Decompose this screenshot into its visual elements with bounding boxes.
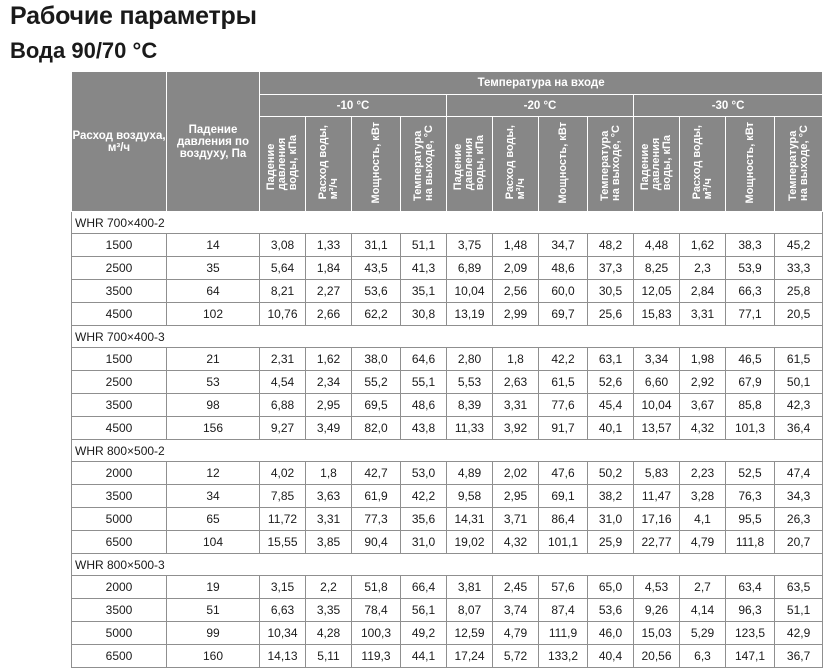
table-cell: 2,7: [680, 576, 726, 599]
table-cell: 15,55: [260, 531, 306, 554]
table-cell: 100,3: [352, 622, 401, 645]
header-power: Мощность, кВт: [726, 117, 775, 212]
header-water-pressure-drop: Падение давления воды, кПа: [634, 117, 680, 212]
table-cell: 14,13: [260, 645, 306, 668]
table-cell: 61,9: [352, 485, 401, 508]
table-cell: 86,4: [539, 508, 588, 531]
table-cell: 5000: [72, 622, 167, 645]
table-cell: 21: [167, 348, 260, 371]
table-cell: 77,3: [352, 508, 401, 531]
table-cell: 4,54: [260, 371, 306, 394]
table-cell: 69,1: [539, 485, 588, 508]
table-cell: 10,04: [634, 394, 680, 417]
table-cell: 5,83: [634, 462, 680, 485]
table-cell: 2,23: [680, 462, 726, 485]
table-cell: 48,6: [539, 257, 588, 280]
table-cell: 65: [167, 508, 260, 531]
table-cell: 91,7: [539, 417, 588, 440]
table-cell: 4,79: [493, 622, 539, 645]
header-water-pressure-drop: Падение давления воды, кПа: [447, 117, 493, 212]
table-cell: 9,27: [260, 417, 306, 440]
table-cell: 56,1: [401, 599, 447, 622]
header-power: Мощность, кВт: [539, 117, 588, 212]
table-cell: 15,03: [634, 622, 680, 645]
header-water-flow: Расход воды, м³/ч: [493, 117, 539, 212]
table-cell: 51,8: [352, 576, 401, 599]
table-cell: 9,26: [634, 599, 680, 622]
table-row: [72, 508, 823, 531]
table-cell: 4500: [72, 303, 167, 326]
model-row: [72, 212, 823, 234]
table-cell: 36,7: [775, 645, 823, 668]
table-cell: 25,6: [588, 303, 634, 326]
table-cell: 10,34: [260, 622, 306, 645]
model-row: [72, 554, 823, 576]
table-cell: 5,29: [680, 622, 726, 645]
table-cell: 8,07: [447, 599, 493, 622]
table-body: [72, 212, 823, 668]
table-cell: 2,99: [493, 303, 539, 326]
table-cell: 133,2: [539, 645, 588, 668]
table-cell: 3,71: [493, 508, 539, 531]
table-cell: 62,2: [352, 303, 401, 326]
table-cell: 123,5: [726, 622, 775, 645]
table-cell: 65,0: [588, 576, 634, 599]
table-cell: 87,4: [539, 599, 588, 622]
table-cell: 3,63: [306, 485, 352, 508]
table-cell: 45,4: [588, 394, 634, 417]
table-cell: 82,0: [352, 417, 401, 440]
table-cell: 7,85: [260, 485, 306, 508]
table-cell: 4,53: [634, 576, 680, 599]
header-inlet-temperature: Температура на входе: [260, 72, 823, 95]
table-cell: 95,5: [726, 508, 775, 531]
table-cell: 3500: [72, 394, 167, 417]
table-cell: 4,32: [493, 531, 539, 554]
header-group-minus20: -20 °C: [447, 95, 634, 117]
table-cell: 46,5: [726, 348, 775, 371]
table-cell: 12,05: [634, 280, 680, 303]
table-cell: 40,4: [588, 645, 634, 668]
header-water-flow: Расход воды, м³/ч: [306, 117, 352, 212]
table-cell: 31,0: [401, 531, 447, 554]
table-cell: 6,3: [680, 645, 726, 668]
table-cell: 3,08: [260, 234, 306, 257]
table-cell: 4,14: [680, 599, 726, 622]
model-name: WHR 800×500-2: [72, 440, 823, 462]
header-air-flow: Расход воздуха, м³/ч: [72, 72, 167, 212]
table-cell: 40,1: [588, 417, 634, 440]
table-cell: 2,27: [306, 280, 352, 303]
table-cell: 36,4: [775, 417, 823, 440]
table-cell: 96,3: [726, 599, 775, 622]
table-cell: 8,21: [260, 280, 306, 303]
table-row: [72, 257, 823, 280]
table-cell: 25,9: [588, 531, 634, 554]
table-cell: 34: [167, 485, 260, 508]
table-cell: 47,6: [539, 462, 588, 485]
table-cell: 4,89: [447, 462, 493, 485]
table-cell: 61,5: [775, 348, 823, 371]
table-cell: 9,58: [447, 485, 493, 508]
table-cell: 3,81: [447, 576, 493, 599]
table-row: [72, 462, 823, 485]
table-cell: 1,8: [493, 348, 539, 371]
table-cell: 147,1: [726, 645, 775, 668]
table-cell: 1,84: [306, 257, 352, 280]
table-cell: 3,92: [493, 417, 539, 440]
header-outlet-temperature: Температура на выходе, °C: [775, 117, 823, 212]
table-row: [72, 280, 823, 303]
table-cell: 3,15: [260, 576, 306, 599]
table-cell: 4,79: [680, 531, 726, 554]
table-cell: 55,1: [401, 371, 447, 394]
table-cell: 37,3: [588, 257, 634, 280]
table-cell: 3,28: [680, 485, 726, 508]
table-cell: 51: [167, 599, 260, 622]
table-cell: 35,6: [401, 508, 447, 531]
table-cell: 2,45: [493, 576, 539, 599]
table-row: [72, 599, 823, 622]
table-cell: 101,3: [726, 417, 775, 440]
table-cell: 31,0: [588, 508, 634, 531]
table-cell: 69,7: [539, 303, 588, 326]
table-cell: 4500: [72, 417, 167, 440]
table-cell: 3,31: [493, 394, 539, 417]
table-row: [72, 645, 823, 668]
table-cell: 2,34: [306, 371, 352, 394]
table-cell: 99: [167, 622, 260, 645]
table-cell: 14: [167, 234, 260, 257]
header-air-pressure-drop: Падение давления по воздуху, Па: [167, 72, 260, 212]
table-cell: 98: [167, 394, 260, 417]
table-cell: 64,6: [401, 348, 447, 371]
table-cell: 48,6: [401, 394, 447, 417]
table-cell: 2,95: [493, 485, 539, 508]
table-cell: 2,56: [493, 280, 539, 303]
table-cell: 50,1: [775, 371, 823, 394]
table-cell: 2,66: [306, 303, 352, 326]
table-cell: 43,8: [401, 417, 447, 440]
table-cell: 38,3: [726, 234, 775, 257]
table-cell: 47,4: [775, 462, 823, 485]
table-cell: 6,60: [634, 371, 680, 394]
table-cell: 19,02: [447, 531, 493, 554]
table-cell: 1,48: [493, 234, 539, 257]
table-cell: 61,5: [539, 371, 588, 394]
table-cell: 6,89: [447, 257, 493, 280]
table-cell: 4,32: [680, 417, 726, 440]
table-cell: 2500: [72, 371, 167, 394]
table-cell: 10,04: [447, 280, 493, 303]
table-cell: 3,31: [680, 303, 726, 326]
table-cell: 13,19: [447, 303, 493, 326]
table-cell: 3500: [72, 599, 167, 622]
table-cell: 52,6: [588, 371, 634, 394]
parameters-table: [71, 71, 823, 668]
table-row: [72, 531, 823, 554]
header-outlet-temperature: Температура на выходе, °C: [588, 117, 634, 212]
table-cell: 45,2: [775, 234, 823, 257]
table-cell: 51,1: [775, 599, 823, 622]
table-cell: 156: [167, 417, 260, 440]
table-cell: 35,1: [401, 280, 447, 303]
table-cell: 2,95: [306, 394, 352, 417]
table-row: [72, 348, 823, 371]
table-cell: 53: [167, 371, 260, 394]
table-cell: 6500: [72, 645, 167, 668]
table-cell: 2,80: [447, 348, 493, 371]
table-cell: 2000: [72, 462, 167, 485]
table-row: [72, 394, 823, 417]
table-cell: 101,1: [539, 531, 588, 554]
table-cell: 20,5: [775, 303, 823, 326]
page-subtitle: Вода 90/70 °C: [10, 38, 158, 63]
table-cell: 2,2: [306, 576, 352, 599]
table-cell: 49,2: [401, 622, 447, 645]
table-cell: 111,9: [539, 622, 588, 645]
table-cell: 25,8: [775, 280, 823, 303]
table-cell: 31,1: [352, 234, 401, 257]
table-cell: 102: [167, 303, 260, 326]
table-cell: 85,8: [726, 394, 775, 417]
table-cell: 3,75: [447, 234, 493, 257]
table-cell: 4,02: [260, 462, 306, 485]
table-cell: 63,5: [775, 576, 823, 599]
table-cell: 33,3: [775, 257, 823, 280]
table-cell: 119,3: [352, 645, 401, 668]
table-cell: 90,4: [352, 531, 401, 554]
table-cell: 77,6: [539, 394, 588, 417]
table-cell: 5,64: [260, 257, 306, 280]
table-cell: 2,31: [260, 348, 306, 371]
table-cell: 20,56: [634, 645, 680, 668]
table-cell: 51,1: [401, 234, 447, 257]
table-cell: 6500: [72, 531, 167, 554]
header-power: Мощность, кВт: [352, 117, 401, 212]
table-cell: 11,72: [260, 508, 306, 531]
table-cell: 48,2: [588, 234, 634, 257]
table-cell: 42,2: [401, 485, 447, 508]
table-cell: 3,35: [306, 599, 352, 622]
model-name: WHR 700×400-2: [72, 212, 823, 234]
table-cell: 60,0: [539, 280, 588, 303]
table-cell: 10,76: [260, 303, 306, 326]
table-cell: 104: [167, 531, 260, 554]
table-row: [72, 234, 823, 257]
table-cell: 4,28: [306, 622, 352, 645]
model-name: WHR 700×400-3: [72, 326, 823, 348]
table-cell: 15,83: [634, 303, 680, 326]
table-cell: 38,2: [588, 485, 634, 508]
table-cell: 1,8: [306, 462, 352, 485]
table-row: [72, 485, 823, 508]
table-cell: 12,59: [447, 622, 493, 645]
table-cell: 3500: [72, 485, 167, 508]
table-cell: 26,3: [775, 508, 823, 531]
header-group-minus30: -30 °C: [634, 95, 823, 117]
table-cell: 111,8: [726, 531, 775, 554]
header-group-minus10: -10 °C: [260, 95, 447, 117]
table-cell: 42,3: [775, 394, 823, 417]
table-cell: 8,25: [634, 257, 680, 280]
table-row: [72, 576, 823, 599]
table-cell: 6,63: [260, 599, 306, 622]
table-cell: 69,5: [352, 394, 401, 417]
table-cell: 4,1: [680, 508, 726, 531]
table-cell: 41,3: [401, 257, 447, 280]
table-cell: 4,48: [634, 234, 680, 257]
table-cell: 53,0: [401, 462, 447, 485]
table-cell: 30,8: [401, 303, 447, 326]
table-cell: 12: [167, 462, 260, 485]
table-cell: 3,34: [634, 348, 680, 371]
table-cell: 6,88: [260, 394, 306, 417]
table-cell: 20,7: [775, 531, 823, 554]
table-cell: 2500: [72, 257, 167, 280]
table-cell: 2,02: [493, 462, 539, 485]
table-cell: 17,16: [634, 508, 680, 531]
table-cell: 44,1: [401, 645, 447, 668]
table-cell: 160: [167, 645, 260, 668]
table-cell: 35: [167, 257, 260, 280]
table-cell: 30,5: [588, 280, 634, 303]
table-cell: 1,62: [680, 234, 726, 257]
header-water-pressure-drop: Падение давления воды, кПа: [260, 117, 306, 212]
table-row: [72, 622, 823, 645]
table-cell: 42,7: [352, 462, 401, 485]
table-row: [72, 371, 823, 394]
table-cell: 53,6: [588, 599, 634, 622]
table-cell: 19: [167, 576, 260, 599]
table-cell: 5,11: [306, 645, 352, 668]
table-cell: 34,7: [539, 234, 588, 257]
table-cell: 53,6: [352, 280, 401, 303]
table-cell: 52,5: [726, 462, 775, 485]
table-cell: 1,62: [306, 348, 352, 371]
table-cell: 3,67: [680, 394, 726, 417]
model-row: [72, 326, 823, 348]
table-cell: 3,31: [306, 508, 352, 531]
table-cell: 42,9: [775, 622, 823, 645]
table-cell: 46,0: [588, 622, 634, 645]
model-row: [72, 440, 823, 462]
page-title: Рабочие параметры: [10, 2, 257, 30]
table-cell: 77,1: [726, 303, 775, 326]
table-cell: 3,49: [306, 417, 352, 440]
table-cell: 5000: [72, 508, 167, 531]
table-cell: 66,4: [401, 576, 447, 599]
table-cell: 63,4: [726, 576, 775, 599]
table-cell: 2000: [72, 576, 167, 599]
table-cell: 8,39: [447, 394, 493, 417]
table-cell: 11,47: [634, 485, 680, 508]
table-cell: 1,98: [680, 348, 726, 371]
table-cell: 55,2: [352, 371, 401, 394]
table-cell: 5,72: [493, 645, 539, 668]
header-water-flow: Расход воды, м³/ч: [680, 117, 726, 212]
table-cell: 11,33: [447, 417, 493, 440]
table-cell: 63,1: [588, 348, 634, 371]
table-cell: 22,77: [634, 531, 680, 554]
table-cell: 2,3: [680, 257, 726, 280]
table-cell: 14,31: [447, 508, 493, 531]
table-cell: 53,9: [726, 257, 775, 280]
table-row: [72, 417, 823, 440]
table-cell: 57,6: [539, 576, 588, 599]
table-cell: 38,0: [352, 348, 401, 371]
table-cell: 17,24: [447, 645, 493, 668]
table-cell: 34,3: [775, 485, 823, 508]
table-cell: 50,2: [588, 462, 634, 485]
table-cell: 2,09: [493, 257, 539, 280]
table-cell: 64: [167, 280, 260, 303]
table-row: [72, 303, 823, 326]
table-cell: 78,4: [352, 599, 401, 622]
table-cell: 5,53: [447, 371, 493, 394]
table-cell: 2,63: [493, 371, 539, 394]
table-cell: 76,3: [726, 485, 775, 508]
table-cell: 2,84: [680, 280, 726, 303]
table-header: [72, 72, 823, 212]
table-cell: 13,57: [634, 417, 680, 440]
table-cell: 3,74: [493, 599, 539, 622]
header-outlet-temperature: Температура на выходе, °C: [401, 117, 447, 212]
table-cell: 42,2: [539, 348, 588, 371]
table-cell: 1500: [72, 234, 167, 257]
model-name: WHR 800×500-3: [72, 554, 823, 576]
table-cell: 1,33: [306, 234, 352, 257]
table-cell: 67,9: [726, 371, 775, 394]
table-cell: 2,92: [680, 371, 726, 394]
table-cell: 66,3: [726, 280, 775, 303]
table-cell: 3,85: [306, 531, 352, 554]
table-cell: 3500: [72, 280, 167, 303]
table-cell: 1500: [72, 348, 167, 371]
table-cell: 43,5: [352, 257, 401, 280]
